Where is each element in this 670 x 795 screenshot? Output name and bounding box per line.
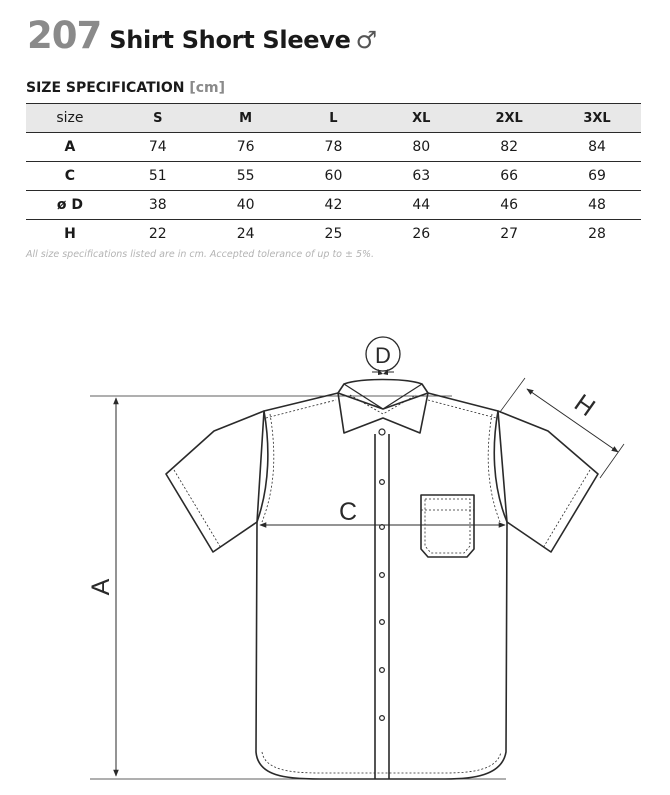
table-cell: 69 — [553, 162, 641, 191]
column-header: M — [202, 104, 290, 133]
table-cell: 40 — [202, 191, 290, 220]
shirt-button — [380, 668, 385, 673]
table-cell: 44 — [377, 191, 465, 220]
table-cell: 84 — [553, 133, 641, 162]
row-label: ø D — [26, 191, 114, 220]
table-cell: 74 — [114, 133, 202, 162]
chest-pocket — [421, 495, 474, 557]
column-header: L — [290, 104, 378, 133]
table-cell: 78 — [290, 133, 378, 162]
table-cell: 38 — [114, 191, 202, 220]
column-header: 2XL — [465, 104, 553, 133]
row-label: H — [64, 226, 76, 242]
collar — [338, 380, 428, 434]
table-cell: 24 — [236, 226, 255, 242]
spec-title-text: SIZE SPECIFICATION — [26, 80, 185, 96]
column-header: 3XL — [553, 104, 641, 133]
shirt-body — [256, 393, 507, 779]
table-cell: 63 — [377, 162, 465, 191]
measure-a-label: A — [87, 578, 115, 596]
left-sleeve-hem — [174, 470, 221, 548]
table-cell: 28 — [588, 226, 606, 242]
spec-unit: [cm] — [189, 80, 226, 96]
measure-c-label: C — [338, 498, 358, 526]
measure-h-label: H — [569, 388, 601, 423]
table-cell: 60 — [290, 162, 378, 191]
male-symbol-icon: ♂ — [355, 26, 378, 54]
shirt-button — [379, 429, 385, 435]
tolerance-note: All size specifications listed are in cm. Accepted tolerance of up to ± 5%. — [26, 249, 375, 260]
shirt-button — [380, 716, 385, 721]
table-cell: 82 — [465, 133, 553, 162]
hem-seam — [262, 752, 501, 773]
table-cell: 76 — [202, 133, 290, 162]
shirt-button — [380, 480, 385, 485]
table-cell: 80 — [377, 133, 465, 162]
table-cell: 27 — [500, 226, 519, 242]
row-label: A — [26, 133, 114, 162]
table-cell: 25 — [324, 226, 343, 242]
table-cell: 26 — [412, 226, 431, 242]
measure-d-label: D — [375, 343, 391, 368]
table-cell: 55 — [202, 162, 290, 191]
measure-h-line — [527, 389, 618, 452]
column-header: XL — [377, 104, 465, 133]
shirt-button — [380, 573, 385, 578]
table-cell: 48 — [553, 191, 641, 220]
product-code: 207 — [27, 14, 102, 57]
table-cell: 22 — [148, 226, 167, 242]
table-cell: 51 — [114, 162, 202, 191]
row-label: C — [26, 162, 114, 191]
column-header: S — [114, 104, 202, 133]
table-cell: 46 — [465, 191, 553, 220]
table-cell: 42 — [290, 191, 378, 220]
column-header: size — [26, 104, 114, 133]
shirt-button — [380, 620, 385, 625]
table-cell: 66 — [465, 162, 553, 191]
product-name: Shirt Short Sleeve — [109, 26, 351, 54]
right-sleeve-hem — [543, 470, 590, 548]
